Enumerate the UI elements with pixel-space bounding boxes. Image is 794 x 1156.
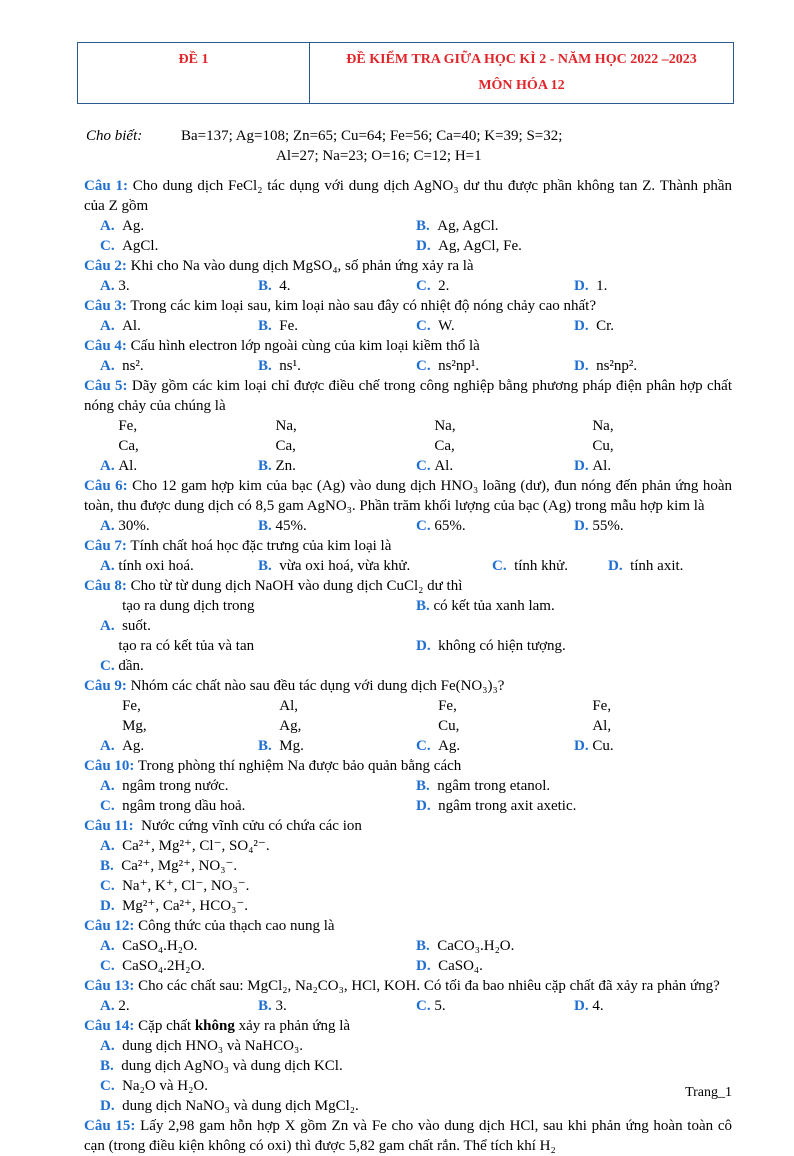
options bbox=[84, 796, 732, 816]
question-14: Câu 14: Cặp chất không xảy ra phản ứng là bbox=[84, 1018, 351, 1034]
option-d: D. 1. bbox=[574, 278, 608, 294]
option-b: B. Na, Ca, Zn. bbox=[258, 418, 297, 474]
question-text: Cho dung dịch FeCl₂ tác dụng với dung dịch AgNO₃ dư thu được phần không tan Z. Thành phần của Z gồm bbox=[84, 178, 732, 214]
options bbox=[84, 636, 732, 676]
options bbox=[84, 276, 732, 296]
question-label: Câu 14: bbox=[84, 1018, 135, 1034]
option-b: B. ns¹. bbox=[258, 358, 301, 374]
option-c: C. Na, Ca, Al. bbox=[416, 418, 456, 474]
question-label: Câu 8: bbox=[84, 578, 127, 594]
options bbox=[84, 776, 732, 796]
option-c: C. tạo ra có kết tủa và tan dần. bbox=[100, 638, 255, 674]
option-c: C. ns²np¹. bbox=[416, 358, 480, 374]
question-3 bbox=[84, 296, 732, 316]
question-15 bbox=[84, 1116, 732, 1156]
question-text: Công thức của thạch cao nung là bbox=[138, 918, 335, 934]
question-text: Nước cứng vĩnh cửu có chứa các ion bbox=[141, 818, 362, 834]
options bbox=[84, 956, 732, 976]
option-a: A. CaSO₄.H₂O. bbox=[100, 938, 198, 954]
option-b: B. ngâm trong etanol. bbox=[416, 778, 551, 794]
option-a: A. dung dịch HNO₃ và NaHCO₃. bbox=[100, 1038, 303, 1054]
question-label: Câu 15: bbox=[84, 1118, 136, 1134]
question-5 bbox=[84, 376, 732, 416]
option-d: D. Mg²⁺, Ca²⁺, HCO₃⁻. bbox=[100, 898, 248, 914]
option-d: D. Cr. bbox=[574, 318, 615, 334]
option-c: C. 5. bbox=[416, 998, 446, 1014]
option-b: B. Fe. bbox=[258, 318, 299, 334]
option-c: C. Fe, Cu, Ag. bbox=[416, 698, 461, 754]
question-label: Câu 11: bbox=[84, 818, 134, 834]
option-d: D. tính axit. bbox=[608, 558, 684, 574]
options bbox=[84, 416, 732, 476]
question-7 bbox=[84, 536, 732, 556]
option-b: B. 4. bbox=[258, 278, 291, 294]
options bbox=[84, 356, 732, 376]
option-a: A. Al. bbox=[100, 318, 141, 334]
question-label: Câu 6: bbox=[84, 478, 128, 494]
options bbox=[84, 216, 732, 236]
option-c: C. Na₂O và H₂O. bbox=[100, 1078, 208, 1094]
option-d: D. CaSO₄. bbox=[416, 958, 483, 974]
option-c: C. ngâm trong dầu hoả. bbox=[100, 798, 246, 814]
option-c: C. 65%. bbox=[416, 518, 466, 534]
question-label: Câu 10: bbox=[84, 758, 135, 774]
question-11 bbox=[84, 816, 732, 836]
option-b: B. dung dịch AgNO₃ và dung dịch KCl. bbox=[100, 1058, 343, 1074]
question-12 bbox=[84, 916, 732, 936]
option-a: A. 2. bbox=[100, 998, 130, 1014]
question-text: Cho từ từ dung dịch NaOH vào dung dịch CuCl₂ dư thì bbox=[130, 578, 463, 594]
option-d: D. Fe, Al, Cu. bbox=[574, 698, 614, 754]
options bbox=[84, 516, 732, 536]
question-label: Câu 13: bbox=[84, 978, 135, 994]
question-10 bbox=[84, 756, 732, 776]
question-text: Trong các kim loại sau, kim loại nào sau đây có nhiệt độ nóng chảy cao nhất? bbox=[130, 298, 596, 314]
exam-title: ĐỀ KIỂM TRA GIỮA HỌC KÌ 2 - NĂM HỌC 2022 –2023 bbox=[346, 52, 697, 67]
exam-header-table bbox=[77, 42, 734, 104]
question-text: Khi cho Na vào dung dịch MgSO₄, số phản ứng xảy ra là bbox=[130, 258, 474, 274]
given-line-1: Ba=137; Ag=108; Zn=65; Cu=64; Fe=56; Ca=40; K=39; S=32; bbox=[181, 128, 563, 144]
option-b: B. Ca²⁺, Mg²⁺, NO₃⁻. bbox=[100, 858, 238, 874]
question-text: Cho 12 gam hợp kim của bạc (Ag) vào dung dịch HNO₃ loãng (dư), đun nóng đến phản ứng hoàn toàn, thu được dung dịch có 8,5 gam AgNO₃. Phần trăm khối lượng của bạc (Ag) trong mẫu hợp kim là bbox=[84, 478, 733, 514]
option-d: D. Ag, AgCl, Fe. bbox=[416, 238, 522, 254]
options bbox=[84, 996, 732, 1016]
option-b: B. 45%. bbox=[258, 518, 307, 534]
option-c: C. 2. bbox=[416, 278, 450, 294]
option-a: A. 30%. bbox=[100, 518, 150, 534]
question-label: Câu 4: bbox=[84, 338, 127, 354]
option-a: A. ns². bbox=[100, 358, 144, 374]
option-c: C. W. bbox=[416, 318, 455, 334]
option-b: B. Ag, AgCl. bbox=[416, 218, 499, 234]
option-b: B. CaCO₃.H₂O. bbox=[416, 938, 515, 954]
exam-code: ĐỀ 1 bbox=[78, 43, 310, 104]
given-line-2: Al=27; Na=23; O=16; C=12; H=1 bbox=[276, 148, 482, 164]
option-d: D. ns²np². bbox=[574, 358, 638, 374]
question-2 bbox=[84, 256, 732, 276]
option-b: B. Al, Ag, Mg. bbox=[258, 698, 304, 754]
question-label: Câu 2: bbox=[84, 258, 127, 274]
option-d: D. 4. bbox=[574, 998, 604, 1014]
option-a: A. 3. bbox=[100, 278, 130, 294]
options bbox=[84, 236, 732, 256]
option-b: B. có kết tủa xanh lam. bbox=[416, 598, 555, 614]
question-text: Cấu hình electron lớp ngoài cùng của kim loại kiềm thổ là bbox=[130, 338, 480, 354]
option-c: C. AgCl. bbox=[100, 238, 159, 254]
option-b: B. vừa oxi hoá, vừa khử. bbox=[258, 558, 411, 574]
option-d: D. dung dịch NaNO₃ và dung dịch MgCl₂. bbox=[100, 1098, 359, 1114]
options bbox=[84, 596, 732, 636]
options bbox=[84, 696, 732, 756]
question-text: Nhóm các chất nào sau đều tác dụng với dung dịch Fe(NO₃)₃? bbox=[130, 678, 505, 694]
question-6 bbox=[84, 476, 732, 516]
question-8 bbox=[84, 576, 732, 596]
question-text: Lấy 2,98 gam hỗn hợp X gồm Zn và Fe cho vào dung dịch HCl, sau khi phản ứng hoàn toàn cô cạn (trong điều kiện không có oxi) thì được 5,82 gam chất rắn. Thể tích khí H₂ bbox=[84, 1118, 733, 1154]
option-a: A. Ag. bbox=[100, 218, 145, 234]
given-constants bbox=[86, 126, 736, 166]
option-d: D. Na, Cu, Al. bbox=[574, 418, 614, 474]
question-label: Câu 3: bbox=[84, 298, 127, 314]
question-4 bbox=[84, 336, 732, 356]
options bbox=[84, 556, 732, 576]
exam-title-cell bbox=[310, 43, 734, 104]
emphasis: không bbox=[194, 1018, 235, 1034]
option-a: A. Fe, Mg, Ag. bbox=[100, 698, 147, 754]
option-c: C. Na⁺, K⁺, Cl⁻, NO₃⁻. bbox=[100, 878, 250, 894]
question-9 bbox=[84, 676, 732, 696]
option-d: D. ngâm trong axit axetic. bbox=[416, 798, 577, 814]
question-label: Câu 9: bbox=[84, 678, 127, 694]
question-label: Câu 7: bbox=[84, 538, 127, 554]
options bbox=[84, 936, 732, 956]
option-a: A. tính oxi hoá. bbox=[100, 558, 194, 574]
question-label: Câu 1: bbox=[84, 178, 128, 194]
option-a: A. Ca²⁺, Mg²⁺, Cl⁻, SO₄²⁻. bbox=[100, 838, 270, 854]
option-a: A. ngâm trong nước. bbox=[100, 778, 229, 794]
option-c: C. CaSO₄.2H₂O. bbox=[100, 958, 206, 974]
option-b: B. 3. bbox=[258, 998, 287, 1014]
option-d: D. 55%. bbox=[574, 518, 624, 534]
question-text: Dãy gồm các kim loại chỉ được điều chế trong công nghiệp bằng phương pháp điện phân hợp chất nóng chảy của chúng là bbox=[84, 378, 733, 414]
given-label: Cho biết: bbox=[86, 128, 143, 144]
question-text: Trong phòng thí nghiệm Na được bảo quản bằng cách bbox=[137, 758, 462, 774]
question-1 bbox=[84, 176, 732, 216]
page-number: Trang_1 bbox=[685, 1085, 732, 1100]
question-13 bbox=[84, 976, 732, 996]
question-text: Tính chất hoá học đặc trưng của kim loại là bbox=[130, 538, 392, 554]
options bbox=[84, 316, 732, 336]
exam-subject: MÔN HÓA 12 bbox=[478, 78, 565, 93]
option-a: A. tạo ra dung dịch trong suốt. bbox=[100, 598, 255, 634]
option-a: A. Fe, Ca, Al. bbox=[100, 418, 139, 474]
question-list bbox=[84, 176, 732, 1156]
option-d: D. không có hiện tượng. bbox=[416, 638, 566, 654]
question-label: Câu 12: bbox=[84, 918, 135, 934]
option-c: C. tính khử. bbox=[492, 558, 569, 574]
question-text: Cho các chất sau: MgCl₂, Na₂CO₃, HCl, KOH. Có tối đa bao nhiêu cặp chất đã xảy ra phản ứng? bbox=[138, 978, 720, 994]
question-label: Câu 5: bbox=[84, 378, 128, 394]
